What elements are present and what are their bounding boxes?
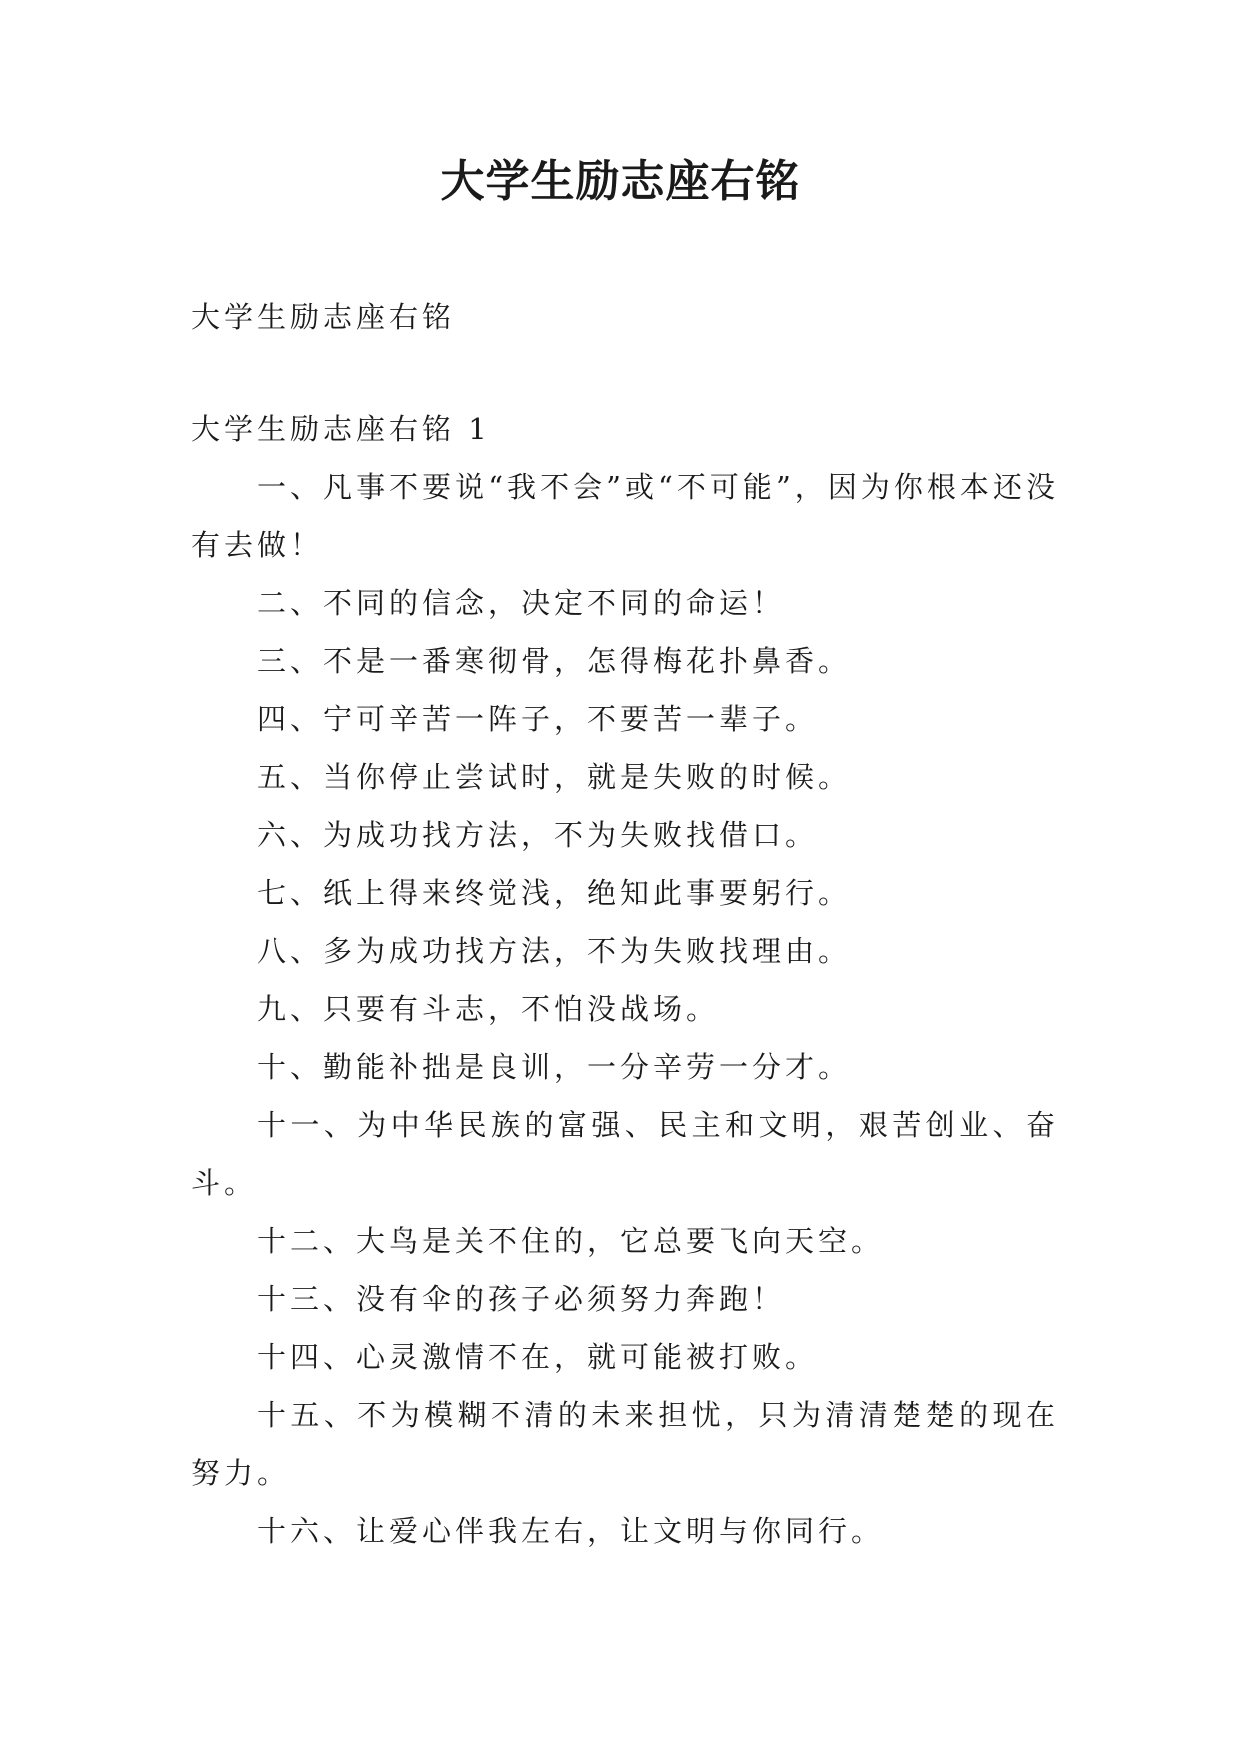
motto-item: 十四、心灵激情不在，就可能被打败。 <box>257 1340 819 1374</box>
motto-item: 一、凡事不要说“我不会”或“不可能”，因为你根本还没有去做！ <box>191 470 1059 562</box>
motto-item: 五、当你停止尝试时，就是失败的时候。 <box>257 760 852 794</box>
motto-item: 六、为成功找方法，不为失败找借口。 <box>257 818 819 852</box>
motto-item: 三、不是一番寒彻骨，怎得梅花扑鼻香。 <box>257 644 852 678</box>
motto-item: 七、纸上得来终觉浅，绝知此事要躬行。 <box>257 876 852 910</box>
motto-item: 十、勤能补拙是良训，一分辛劳一分才。 <box>257 1050 852 1084</box>
motto-item: 九、只要有斗志，不怕没战场。 <box>257 992 720 1026</box>
motto-item: 二、不同的信念，决定不同的命运！ <box>257 586 786 620</box>
section-heading: 大学生励志座右铭 1 <box>191 412 491 446</box>
motto-item: 十五、不为模糊不清的未来担忧，只为清清楚楚的现在努力。 <box>191 1398 1059 1490</box>
motto-item: 十三、没有伞的孩子必须努力奔跑！ <box>257 1282 786 1316</box>
motto-item: 四、宁可辛苦一阵子，不要苦一辈子。 <box>257 702 819 736</box>
document-title: 大学生励志座右铭 <box>440 156 801 207</box>
motto-list <box>191 458 1059 1560</box>
motto-item: 十二、大鸟是关不住的，它总要飞向天空。 <box>257 1224 885 1258</box>
motto-item: 十六、让爱心伴我左右，让文明与你同行。 <box>257 1514 885 1548</box>
motto-item: 十一、为中华民族的富强、民主和文明，艰苦创业、奋斗。 <box>191 1108 1059 1200</box>
document-subtitle: 大学生励志座右铭 <box>191 300 456 334</box>
motto-item: 八、多为成功找方法，不为失败找理由。 <box>257 934 852 968</box>
